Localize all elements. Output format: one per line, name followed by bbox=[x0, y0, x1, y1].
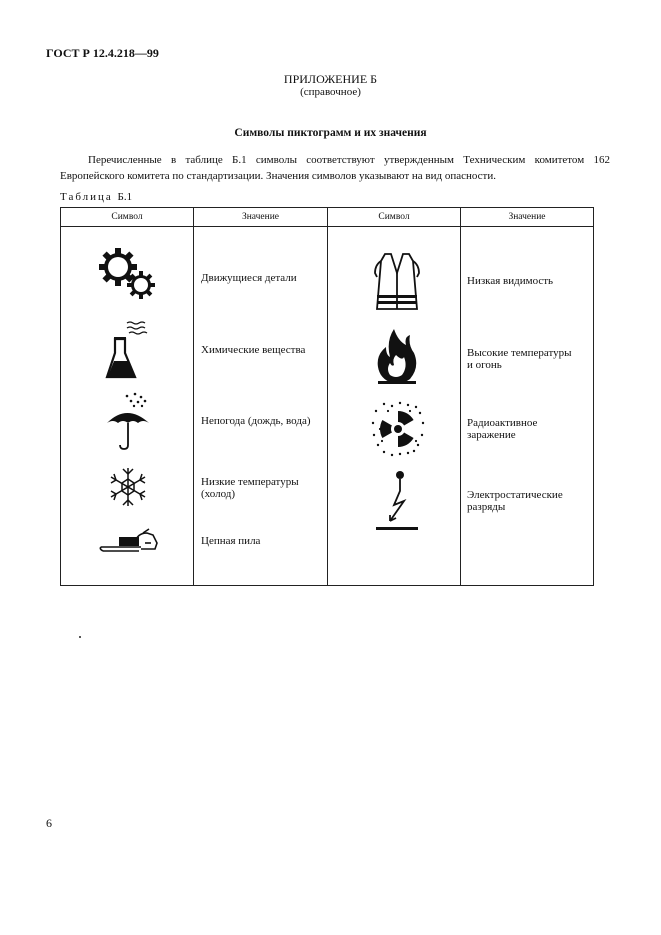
intro-line-1: Перечисленные в таблице Б.1 символы соответствуют утвержденным Техническим комитетом 162 bbox=[88, 154, 610, 166]
snowflake-icon bbox=[108, 466, 148, 508]
meaning-chainsaw bbox=[201, 535, 260, 547]
col-header-meaning-1: Значение bbox=[194, 208, 328, 227]
radiation-icon bbox=[370, 401, 426, 457]
meaning-text: Движущиеся детали bbox=[201, 272, 297, 284]
meaning-text: Высокие температуры bbox=[467, 347, 572, 359]
col-header-meaning-2: Значение bbox=[461, 208, 594, 227]
umbrella-rain-icon bbox=[105, 391, 155, 453]
pictogram-table bbox=[60, 207, 594, 586]
page-number: 6 bbox=[46, 816, 52, 830]
stray-dot bbox=[79, 636, 81, 638]
left-symbol-column bbox=[61, 227, 194, 586]
table-caption bbox=[60, 191, 132, 203]
meaning-bad-weather bbox=[201, 415, 311, 427]
col-header-symbol-1: Символ bbox=[61, 208, 194, 227]
chainsaw-icon bbox=[99, 527, 163, 555]
gears-icon bbox=[99, 248, 157, 300]
electrostatic-icon bbox=[372, 469, 422, 533]
flame-icon bbox=[376, 327, 418, 385]
meaning-electrostatic bbox=[467, 489, 563, 513]
hi-vis-vest-icon bbox=[371, 251, 423, 313]
appendix-subtitle: (справочное) bbox=[300, 86, 361, 98]
chemical-flask-icon bbox=[105, 317, 153, 381]
meaning-moving-parts bbox=[201, 272, 297, 284]
meaning-text: Химические вещества bbox=[201, 344, 306, 356]
meaning-text: Электростатические bbox=[467, 489, 563, 501]
meaning-text: Низкие температуры bbox=[201, 476, 299, 488]
right-meaning-column bbox=[461, 227, 594, 586]
meaning-chemicals bbox=[201, 344, 305, 356]
col-header-symbol-2: Символ bbox=[328, 208, 461, 227]
table-caption-number: Б.1 bbox=[117, 191, 133, 203]
meaning-radioactive bbox=[467, 417, 537, 441]
meaning-text: разряды bbox=[467, 501, 506, 513]
table-caption-word: Таблица bbox=[60, 191, 113, 203]
meaning-text: Радиоактивное bbox=[467, 417, 538, 429]
meaning-text: Непогода (дождь, вода) bbox=[201, 415, 311, 427]
meaning-text: заражение bbox=[467, 429, 516, 441]
appendix-title: ПРИЛОЖЕНИЕ Б bbox=[283, 72, 378, 86]
document-header: ГОСТ Р 12.4.218—99 bbox=[46, 46, 159, 60]
left-meaning-column bbox=[194, 227, 328, 586]
meaning-low-temperature bbox=[201, 476, 299, 500]
meaning-text: Низкая видимость bbox=[467, 275, 554, 287]
meaning-high-temperature-fire bbox=[467, 347, 572, 371]
meaning-text: (холод) bbox=[201, 488, 236, 500]
intro-paragraph bbox=[60, 152, 610, 184]
intro-line-2: Европейского комитета по стандартизации. Значения символов указывают на вид опасности. bbox=[60, 170, 496, 182]
meaning-text: и огонь bbox=[467, 359, 502, 371]
right-symbol-column bbox=[328, 227, 461, 586]
meaning-text: Цепная пила bbox=[201, 535, 261, 547]
meaning-low-visibility bbox=[467, 275, 553, 287]
section-title: Символы пиктограмм и их значения bbox=[234, 127, 427, 139]
